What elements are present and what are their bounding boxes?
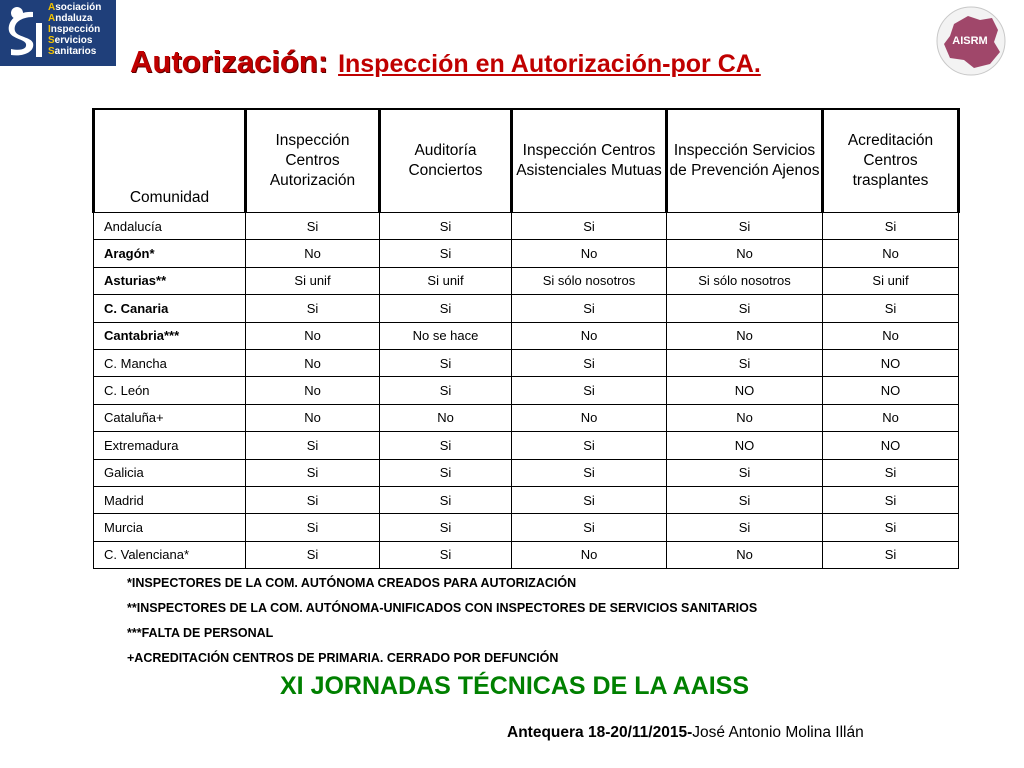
value-cell: NO — [667, 432, 823, 459]
comunidad-cell: Madrid — [94, 486, 246, 513]
footnote: **INSPECTORES DE LA COM. AUTÓNOMA-UNIFICADOS CON INSPECTORES DE SERVICIOS SANITARIOS — [127, 601, 758, 615]
value-cell: NO — [823, 377, 959, 404]
header-inspeccion-centros-mutuas: Inspección Centros Asistenciales Mutuas — [512, 109, 667, 213]
footer-place-date: Antequera 18-20/11/2015- — [507, 724, 693, 741]
comunidad-cell: C. León — [94, 377, 246, 404]
value-cell: Si — [667, 486, 823, 513]
value-cell: No — [246, 240, 380, 267]
value-cell: No — [246, 377, 380, 404]
value-cell: No — [667, 541, 823, 568]
value-cell: NO — [667, 377, 823, 404]
table-row — [94, 213, 959, 240]
footnote: ***FALTA DE PERSONAL — [127, 626, 274, 640]
value-cell: NO — [823, 432, 959, 459]
murcia-map-logo-icon — [934, 6, 1008, 76]
value-cell: Si — [380, 514, 512, 541]
table-row — [94, 404, 959, 431]
comunidad-cell: C. Canaria — [94, 295, 246, 322]
value-cell: Si — [380, 541, 512, 568]
comunidad-cell: Andalucía — [94, 213, 246, 240]
value-cell: Si unif — [246, 267, 380, 294]
value-cell: Si — [512, 377, 667, 404]
footer-author: José Antonio Molina Illán — [692, 724, 864, 741]
table-header-row — [94, 109, 959, 213]
value-cell: Si — [380, 459, 512, 486]
comunidad-cell: Cataluña+ — [94, 404, 246, 431]
logo-line: Servicios — [48, 35, 93, 46]
table-row — [94, 432, 959, 459]
comunidad-cell: Aragón* — [94, 240, 246, 267]
value-cell: Si — [823, 541, 959, 568]
comunidad-cell: Cantabria*** — [94, 322, 246, 349]
logo-right-text: AISRM — [952, 35, 988, 47]
value-cell: Si — [823, 459, 959, 486]
value-cell: No — [512, 541, 667, 568]
comunidad-cell: C. Valenciana* — [94, 541, 246, 568]
value-cell: Si — [512, 514, 667, 541]
value-cell: No — [512, 322, 667, 349]
comunidad-cell: Extremadura — [94, 432, 246, 459]
value-cell: Si unif — [380, 267, 512, 294]
table-row — [94, 349, 959, 376]
table-row — [94, 377, 959, 404]
header-auditoria-conciertos: Auditoría Conciertos — [380, 109, 512, 213]
table-row — [94, 514, 959, 541]
value-cell: Si — [667, 514, 823, 541]
value-cell: Si — [246, 514, 380, 541]
table-row — [94, 459, 959, 486]
value-cell: Si — [667, 349, 823, 376]
value-cell: Si — [512, 459, 667, 486]
event-title: XI JORNADAS TÉCNICAS DE LA AAISS — [280, 672, 750, 700]
title-main: Autorización: — [130, 44, 329, 79]
value-cell: Si — [246, 541, 380, 568]
comunidad-cell: C. Mancha — [94, 349, 246, 376]
value-cell: Si — [380, 486, 512, 513]
table-row — [94, 295, 959, 322]
value-cell: Si — [246, 295, 380, 322]
value-cell: No — [246, 322, 380, 349]
value-cell: Si — [512, 295, 667, 322]
value-cell: Si — [380, 377, 512, 404]
value-cell: Si — [246, 459, 380, 486]
header-inspeccion-centros-autorizacion: Inspección Centros Autorización — [246, 109, 380, 213]
value-cell: No — [246, 404, 380, 431]
value-cell: Si — [380, 295, 512, 322]
value-cell: Si — [246, 213, 380, 240]
header-acreditacion-trasplantes: Acreditación Centros trasplantes — [823, 109, 959, 213]
footnotes — [127, 574, 927, 674]
value-cell: No — [512, 404, 667, 431]
value-cell: No — [667, 322, 823, 349]
table-row — [94, 541, 959, 568]
value-cell: Si — [512, 486, 667, 513]
value-cell: No se hace — [380, 322, 512, 349]
inspection-table — [92, 108, 960, 569]
value-cell: Si — [823, 486, 959, 513]
comunidad-cell: Galicia — [94, 459, 246, 486]
aaiss-emblem-icon — [3, 3, 45, 63]
value-cell: No — [512, 240, 667, 267]
table-body — [94, 213, 959, 569]
header-inspeccion-servicios-prevencion: Inspección Servicios de Prevención Ajenos — [667, 109, 823, 213]
logo-line: Andaluza — [48, 13, 93, 24]
value-cell: Si — [823, 514, 959, 541]
header-comunidad: Comunidad — [94, 109, 246, 213]
title-subtitle: Inspección en Autorización-por CA. — [338, 50, 761, 78]
value-cell: NO — [823, 349, 959, 376]
value-cell: Si — [380, 213, 512, 240]
value-cell: Si — [380, 349, 512, 376]
slide-footer — [507, 724, 864, 742]
value-cell: No — [380, 404, 512, 431]
table-row — [94, 240, 959, 267]
value-cell: No — [823, 240, 959, 267]
value-cell: Si — [667, 295, 823, 322]
value-cell: No — [667, 404, 823, 431]
value-cell: Si — [823, 295, 959, 322]
value-cell: Si — [512, 432, 667, 459]
logo-line: Sanitarios — [48, 46, 97, 57]
aaiss-logo-text — [48, 2, 101, 57]
value-cell: Si — [667, 459, 823, 486]
value-cell: Si — [380, 240, 512, 267]
logo-line: Asociación — [48, 2, 102, 13]
slide-title — [130, 44, 761, 80]
comunidad-cell: Asturias** — [94, 267, 246, 294]
value-cell: Si — [380, 432, 512, 459]
footnote: +ACREDITACIÓN CENTROS DE PRIMARIA. CERRADO POR DEFUNCIÓN — [127, 651, 559, 665]
value-cell: Si — [512, 349, 667, 376]
value-cell: No — [823, 322, 959, 349]
value-cell: Si — [823, 213, 959, 240]
table-row — [94, 486, 959, 513]
value-cell: Si sólo nosotros — [512, 267, 667, 294]
comunidad-cell: Murcia — [94, 514, 246, 541]
value-cell: Si — [512, 213, 667, 240]
value-cell: Si — [246, 432, 380, 459]
table-row — [94, 322, 959, 349]
value-cell: Si unif — [823, 267, 959, 294]
value-cell: Si — [246, 486, 380, 513]
footnote: *INSPECTORES DE LA COM. AUTÓNOMA CREADOS PARA AUTORIZACIÓN — [127, 576, 577, 590]
value-cell: Si — [667, 213, 823, 240]
value-cell: No — [667, 240, 823, 267]
value-cell: Si sólo nosotros — [667, 267, 823, 294]
value-cell: No — [246, 349, 380, 376]
table-row — [94, 267, 959, 294]
aaiss-logo — [0, 0, 116, 66]
logo-line: Inspección — [48, 24, 101, 35]
value-cell: No — [823, 404, 959, 431]
